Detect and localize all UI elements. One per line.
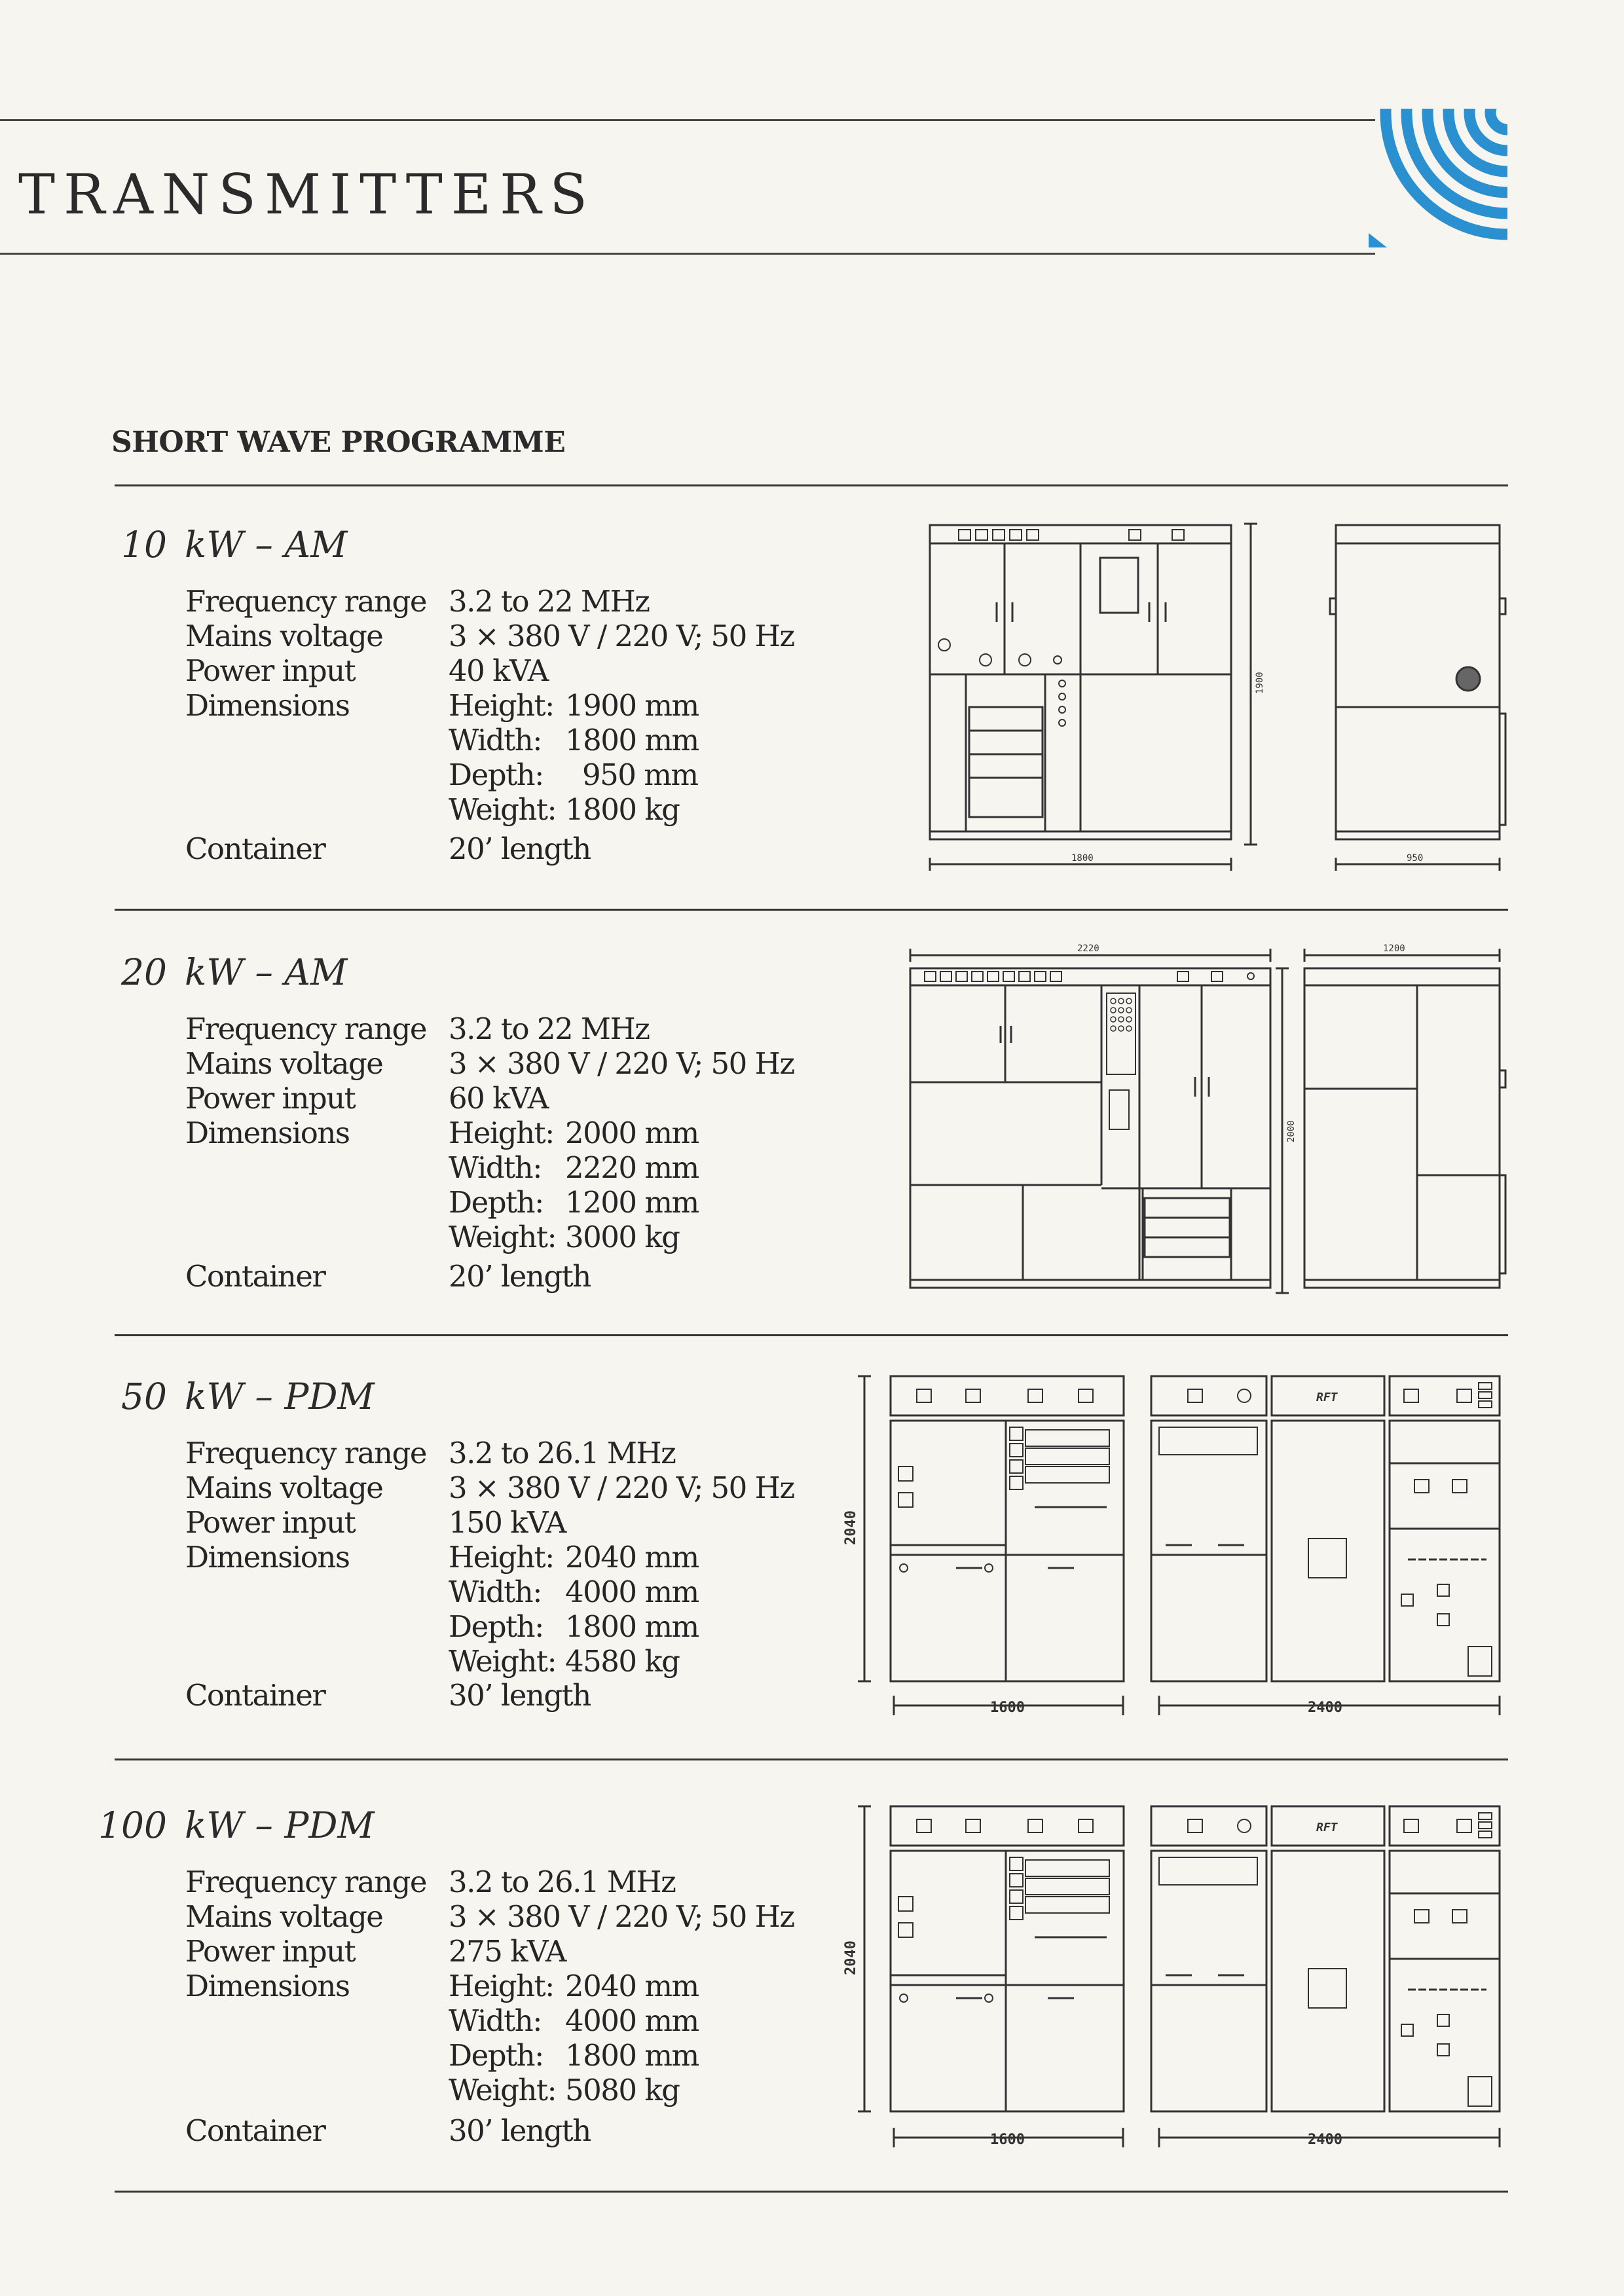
label-weight: Weight: <box>449 1644 557 1679</box>
width-left-dimension-label: 1600 <box>990 2132 1025 2148</box>
model-50kw-pdm <box>0 1376 864 1781</box>
value-height: 2040 mm <box>565 1969 699 2003</box>
width-right-dimension-label: 2400 <box>1308 2132 1342 2148</box>
model-separator <box>115 2191 1508 2193</box>
value-frequency: 3.2 to 26.1 MHz <box>449 1865 676 1899</box>
depth-dimension-label: 950 <box>1407 853 1424 864</box>
label-width: Width: <box>449 1150 542 1185</box>
label-dimensions: Dimensions <box>185 1116 350 1150</box>
height-dimension-label: 2000 <box>1286 1120 1297 1142</box>
label-width: Width: <box>449 2003 542 2038</box>
label-weight: Weight: <box>449 792 557 827</box>
value-weight: 1800 kg <box>565 792 680 827</box>
model-separator <box>115 1758 1508 1760</box>
label-frequency: Frequency range <box>185 584 426 619</box>
label-power: Power input <box>185 1934 356 1969</box>
width-dimension-label: 2220 <box>1077 943 1099 954</box>
value-height: 2000 mm <box>565 1116 699 1150</box>
model-10kw-am <box>0 524 864 930</box>
label-width: Width: <box>449 1575 542 1609</box>
label-height: Height: <box>449 1540 554 1575</box>
label-height: Height: <box>449 1969 554 2003</box>
label-dimensions: Dimensions <box>185 1540 350 1575</box>
label-weight: Weight: <box>449 2073 557 2107</box>
label-frequency: Frequency range <box>185 1011 426 1046</box>
height-dimension-label: 2040 <box>843 1941 859 1975</box>
rft-logo-badge: RFT <box>1316 1821 1338 1834</box>
cabinet-drawing-10kw <box>917 517 1506 886</box>
value-weight: 3000 kg <box>565 1220 680 1254</box>
value-container: 30’ length <box>449 2113 591 2148</box>
broadcast-waves-icon <box>1369 109 1507 247</box>
model-separator <box>115 909 1508 911</box>
label-dimensions: Dimensions <box>185 1969 350 2003</box>
value-frequency: 3.2 to 22 MHz <box>449 1011 650 1046</box>
model-type: kW – PDM <box>185 1804 375 1846</box>
section-title: SHORT WAVE PROGRAMME <box>111 426 566 459</box>
value-weight: 4580 kg <box>565 1644 680 1679</box>
model-type: kW – AM <box>185 951 348 993</box>
value-depth: 1800 mm <box>565 1609 699 1644</box>
height-dimension-label: 2040 <box>843 1510 859 1545</box>
value-container: 20’ length <box>449 1259 591 1294</box>
label-depth: Depth: <box>449 1609 544 1644</box>
value-mains: 3 × 380 V / 220 V; 50 Hz <box>449 619 794 653</box>
label-power: Power input <box>185 653 356 688</box>
value-power: 150 kVA <box>449 1505 566 1540</box>
label-dimensions: Dimensions <box>185 688 350 723</box>
label-frequency: Frequency range <box>185 1436 426 1470</box>
model-20kw-am <box>0 951 864 1357</box>
width-right-dimension-label: 2400 <box>1308 1700 1342 1716</box>
value-width: 2220 mm <box>565 1150 699 1185</box>
label-height: Height: <box>449 688 554 723</box>
cabinet-drawing-100kw <box>838 1798 1513 2168</box>
value-power: 40 kVA <box>449 653 548 688</box>
label-container: Container <box>185 1259 325 1294</box>
value-power: 60 kVA <box>449 1081 548 1116</box>
rft-logo-badge: RFT <box>1316 1391 1338 1404</box>
label-container: Container <box>185 2113 325 2148</box>
model-type: kW – AM <box>185 524 348 566</box>
label-weight: Weight: <box>449 1220 557 1254</box>
model-power: 10 <box>121 524 167 566</box>
value-container: 20’ length <box>449 831 591 866</box>
label-power: Power input <box>185 1081 356 1116</box>
label-depth: Depth: <box>449 1185 544 1220</box>
value-mains: 3 × 380 V / 220 V; 50 Hz <box>449 1046 794 1081</box>
label-container: Container <box>185 831 325 866</box>
height-dimension-label: 1900 <box>1255 672 1265 694</box>
cabinet-drawing-20kw <box>904 939 1513 1309</box>
label-container: Container <box>185 1678 325 1713</box>
value-width: 1800 mm <box>565 723 699 757</box>
label-mains: Mains voltage <box>185 1470 383 1505</box>
model-separator <box>115 1334 1508 1336</box>
header-top-rule <box>0 119 1375 121</box>
value-height: 2040 mm <box>565 1540 699 1575</box>
value-width: 4000 mm <box>565 1575 699 1609</box>
width-dimension-label: 1800 <box>1071 853 1094 864</box>
model-power: 20 <box>121 951 167 993</box>
value-container: 30’ length <box>449 1678 591 1713</box>
model-power: 50 <box>121 1376 167 1417</box>
value-mains: 3 × 380 V / 220 V; 50 Hz <box>449 1899 794 1934</box>
value-frequency: 3.2 to 26.1 MHz <box>449 1436 676 1470</box>
value-width: 4000 mm <box>565 2003 699 2038</box>
model-power: 100 <box>98 1804 167 1846</box>
value-power: 275 kVA <box>449 1934 566 1969</box>
model-type: kW – PDM <box>185 1376 375 1417</box>
value-depth: 1200 mm <box>565 1185 699 1220</box>
page-title: TRANSMITTERS <box>18 162 596 227</box>
value-mains: 3 × 380 V / 220 V; 50 Hz <box>449 1470 794 1505</box>
label-depth: Depth: <box>449 757 544 792</box>
value-depth: 950 mm <box>582 757 698 792</box>
value-depth: 1800 mm <box>565 2038 699 2073</box>
label-width: Width: <box>449 723 542 757</box>
label-mains: Mains voltage <box>185 1899 383 1934</box>
label-depth: Depth: <box>449 2038 544 2073</box>
model-100kw-pdm <box>0 1804 864 2210</box>
value-weight: 5080 kg <box>565 2073 680 2107</box>
depth-dimension-label: 1200 <box>1383 943 1405 954</box>
value-height: 1900 mm <box>565 688 699 723</box>
label-mains: Mains voltage <box>185 1046 383 1081</box>
cabinet-drawing-50kw <box>838 1368 1513 1738</box>
label-mains: Mains voltage <box>185 619 383 653</box>
label-height: Height: <box>449 1116 554 1150</box>
section-rule <box>115 484 1508 486</box>
label-power: Power input <box>185 1505 356 1540</box>
width-left-dimension-label: 1600 <box>990 1700 1025 1716</box>
value-frequency: 3.2 to 22 MHz <box>449 584 650 619</box>
header-bottom-rule <box>0 253 1375 255</box>
label-frequency: Frequency range <box>185 1865 426 1899</box>
